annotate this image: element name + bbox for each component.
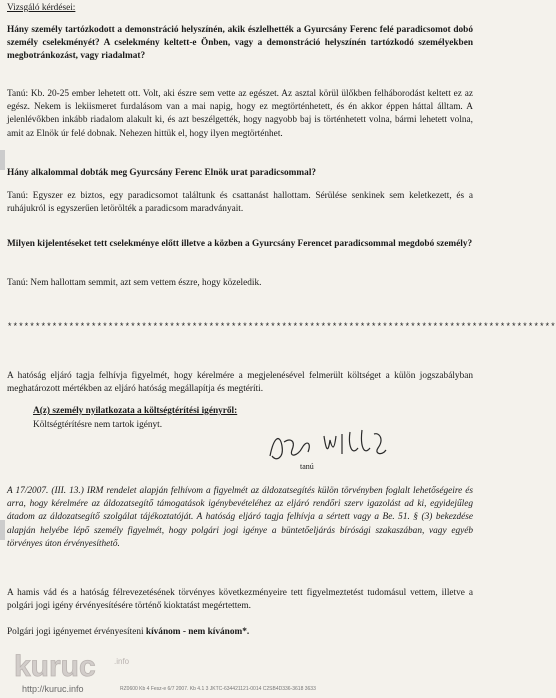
separator-stars: **************************************************************************************************	[7, 322, 556, 332]
signature	[262, 426, 392, 468]
irm-notice: A 17/2007. (III. 13.) IRM rendelet alapján felhívom a figyelmét az áldozatsegítés külön törvényben foglalt lehetőségeire és arra, hogy kérelmére az áldozatsegítő támogatások igénybevételéhez az eljáró rendőri szerv igazolást ad ki, egyidejűleg átadom az áldozatsegítő szolgálat tájékoztatóját. A hatóság eljáró tagja felhívja a sértett vagy a Be. 51. § (3) bekezdése alapján helyébe lépő személy figyelmét, hogy polgári jogi igénye a büntetőeljárás bírósági szakaszában, vagy egyéb törvényes úton érvényesíthető.	[7, 486, 473, 549]
cost-heading: A(z) személy nyilatkozata a költségtérítési igényről:	[33, 406, 238, 416]
heading: Vizsgáló kérdései:	[7, 3, 76, 13]
question-2: Hány alkalommal dobták meg Gyurcsány Ferenc Elnök urat paradicsommal?	[7, 168, 317, 178]
civil-claim-options: kívánom - nem kívánom*.	[145, 627, 250, 637]
answer-1: Tanú: Kb. 20-25 ember lehetett ott. Volt, aki észre sem vette az egészet. Az asztal körül ülőkben felháborodást keltett ez az egész. Nekem is lekiismeret furdalásom van a mai napig, hogy ez megtörténhetett, és én akkor éppen háttal álltam. A jelenlévőkben inkább riadalom alakult ki, és azt beszélgették, hogy nagyobb baj is történhetett volna, bármi lehetett volna, amit az Elnök úr felé dobnak. Nehezen hittük el, hogy ilyen megtörténhet.	[7, 89, 473, 139]
signature-label: tanú	[300, 462, 314, 471]
svg-text:.info: .info	[114, 657, 130, 666]
punch-hole	[0, 150, 5, 170]
watermark-url: http://kuruc.info	[22, 684, 84, 694]
svg-text:kuruc: kuruc	[14, 650, 96, 683]
footer-code: RZ0600 Kb 4 Fesz-e 6/7 2007. Kb 4.1 3 JKTC-634421121-0014 C2SB4D336-3618 3633	[120, 686, 316, 692]
cost-answer: Költségtérítésre nem tartok igényt.	[33, 420, 163, 430]
false-accusation-notice: A hamis vád és a hatóság félrevezetésének törvényes következményeire tett figyelmeztetést tudomásul vettem, illetve a polgári jogi igény érvényesítésére történő kioktatást megértettem.	[7, 588, 473, 612]
civil-claim-prefix: Polgári jogi igényemet érvényesíteni	[7, 627, 146, 637]
question-3: Milyen kijelentéseket tett cselekménye előtt illetve a közben a Gyurcsány Ferencet paradicsommal megdobó személy?	[7, 239, 473, 249]
costs-notice: A hatóság eljáró tagja felhívja figyelmét, hogy kérelmére a megjelenésével felmerült költséget a külön jogszabályban meghatározott mértékben az eljáró hatóság megállapítja és megtéríti.	[7, 371, 473, 395]
answer-3: Tanú: Nem hallottam semmit, azt sem vettem észre, hogy közeledik.	[7, 278, 262, 288]
kuruc-info-watermark-logo	[10, 642, 150, 686]
question-1: Hány személy tartózkodott a demonstráció helyszínén, akik észlelhették a Gyurcsány Ferenc felé paradicsomot dobó személy cselekményét? A cselekmény keltett-e Önben, vagy a demonstráció helyszínén tartózkodó személyekben megbotránkozást, vagy riadalmat?	[7, 25, 473, 62]
civil-claim-line	[7, 626, 473, 639]
answer-2: Tanú: Egyszer ez biztos, egy paradicsomot találtunk és csattanást hallottam. Sérülése senkinek sem keletkezett, és a ruhájukról is egyszerűen letörölték a paradicsom maradványait.	[7, 191, 473, 215]
punch-hole	[0, 520, 5, 540]
